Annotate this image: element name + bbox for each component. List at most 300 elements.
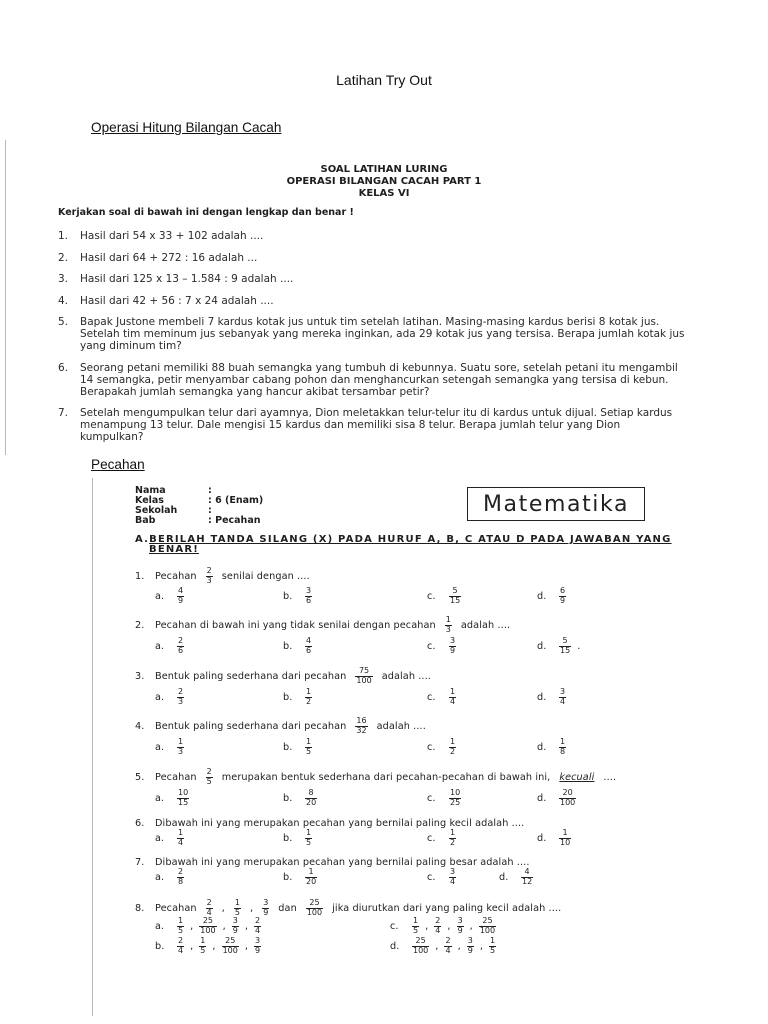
info-value: : 6 (Enam) [208, 495, 264, 506]
question-text: . [577, 640, 581, 652]
fraction [355, 717, 367, 736]
fraction-denominator: 9 [450, 646, 456, 655]
fraction-numerator: 1 [306, 736, 312, 746]
fraction-denominator: 100 [222, 946, 238, 955]
answer-option [283, 687, 312, 707]
worksheet-left-border [92, 478, 93, 1016]
fraction-numerator: 16 [356, 715, 367, 725]
fraction [177, 688, 184, 707]
option-label: b. [283, 741, 293, 753]
question-number: 2. [58, 251, 69, 264]
fraction-numerator: 1 [178, 915, 184, 925]
question-text-line: Berapakah jumlah semangka yang hancur akibat tersambar petir? [80, 385, 430, 398]
fraction-denominator: 20 [306, 798, 317, 807]
fraction-numerator: 3 [457, 915, 463, 925]
question-text: Pecahan [155, 902, 197, 914]
question-line [135, 852, 530, 872]
fraction-numerator: 2 [255, 915, 261, 925]
fraction-numerator: 2 [445, 935, 451, 945]
question-text [80, 295, 274, 307]
fraction-denominator: 4 [450, 877, 456, 886]
question-line [135, 666, 431, 686]
question-text: .... [603, 771, 617, 783]
question-text: , [221, 902, 225, 914]
option-label: c. [427, 590, 436, 602]
fraction-numerator: 4 [178, 585, 184, 595]
answer-option [427, 636, 456, 656]
question-text: Pecahan [155, 771, 197, 783]
fraction-denominator: 3 [206, 576, 212, 585]
question-text: Bentuk paling sederhana dari pecahan [155, 720, 347, 732]
fraction-numerator: 1 [308, 866, 314, 876]
fraction-numerator: 1 [234, 897, 241, 907]
question [135, 715, 566, 756]
student-info [135, 486, 263, 526]
answer-option [155, 737, 184, 757]
fraction-numerator: 25 [415, 935, 426, 945]
question-text: , [244, 920, 249, 932]
fraction-denominator: 5 [234, 908, 241, 917]
answer-option [155, 586, 184, 606]
fraction-denominator: 9 [255, 946, 261, 955]
fraction-numerator: 2 [206, 766, 212, 776]
fraction-numerator: 1 [413, 915, 419, 925]
fraction-numerator: 1 [306, 827, 312, 837]
fraction [177, 937, 184, 956]
fraction [305, 789, 317, 808]
option-label: b. [283, 691, 293, 703]
subject-title: Matematika [482, 491, 630, 517]
option-label: a. [155, 920, 165, 932]
fraction [467, 937, 474, 956]
question-text [80, 230, 263, 242]
option-label: b. [283, 590, 293, 602]
option-label: c. [390, 920, 399, 932]
fraction-denominator: 5 [200, 946, 206, 955]
fraction-denominator: 15 [178, 798, 189, 807]
fraction-numerator: 1 [178, 827, 184, 837]
section-instruction-line [135, 535, 672, 545]
option-label: d. [537, 691, 547, 703]
fraction-denominator: 9 [560, 596, 566, 605]
question-number: 3. [135, 670, 145, 682]
fraction [305, 688, 312, 707]
question-item [58, 273, 748, 285]
question-number: 4. [135, 720, 145, 732]
option-label: c. [427, 871, 436, 883]
worksheet-header [0, 164, 768, 200]
question-text-line: menampung 13 telur. Dale mengisi 15 kardus dan memiliki sisa 8 telur. Berapa jumlah telur yang Dion [80, 419, 621, 431]
fraction [412, 937, 429, 956]
option-label: d. [537, 640, 547, 652]
student-info-row [135, 516, 263, 526]
fraction-numerator: 2 [178, 935, 184, 945]
worksheet-header-line: OPERASI BILANGAN CACAH PART 1 [286, 176, 482, 187]
fraction-numerator: 1 [450, 827, 456, 837]
fraction-numerator: 3 [306, 585, 312, 595]
question-text: , [212, 940, 216, 952]
question-text-line: Hasil dari 54 x 33 + 102 adalah .... [80, 230, 264, 242]
fraction-denominator: 5 [306, 747, 312, 756]
fraction-denominator: 2 [450, 838, 456, 847]
fraction-denominator: 25 [450, 798, 461, 807]
info-label: Kelas [135, 495, 164, 506]
option-label: d. [390, 940, 400, 952]
fraction-denominator: 6 [306, 646, 312, 655]
answer-option [427, 687, 456, 707]
question-text [80, 273, 293, 285]
fraction [449, 587, 461, 606]
answer-option [427, 737, 456, 757]
answer-option [283, 788, 317, 808]
answer-option [155, 828, 184, 848]
fraction [559, 789, 576, 808]
fraction [444, 937, 451, 956]
fraction-denominator: 5 [206, 777, 212, 786]
info-label: Sekolah [135, 505, 178, 516]
answer-option [427, 586, 461, 606]
question-text: , [447, 920, 451, 932]
fraction-numerator: 25 [202, 915, 214, 925]
fraction-denominator: 9 [467, 946, 473, 955]
question-number: 5. [58, 316, 69, 328]
question-line [135, 566, 310, 586]
answer-option [537, 788, 576, 808]
question-text: , [190, 920, 194, 932]
fraction [449, 688, 456, 707]
fraction [305, 738, 312, 757]
option-label: a. [155, 741, 165, 753]
answer-option [537, 737, 566, 757]
question-text [80, 407, 672, 443]
fraction-numerator: 1 [450, 686, 456, 696]
fraction [177, 829, 184, 848]
fraction [177, 789, 189, 808]
fraction-numerator: 4 [524, 866, 530, 876]
info-value: : [208, 485, 212, 496]
question-text: , [435, 940, 439, 952]
fraction-denominator: 2 [306, 697, 312, 706]
fraction-denominator: 4 [445, 946, 451, 955]
fraction-denominator: 15 [450, 596, 461, 605]
question [135, 565, 566, 605]
fraction [559, 738, 566, 757]
question-text: , [469, 920, 473, 932]
question-text: , [190, 940, 194, 952]
question-item [58, 230, 748, 242]
fraction-numerator: 4 [306, 635, 312, 645]
option-label: d. [537, 792, 547, 804]
fraction-numerator: 1 [306, 686, 312, 696]
question-text-line: kumpulkan? [80, 431, 144, 443]
fraction [305, 868, 317, 887]
fraction [177, 868, 184, 887]
fraction [559, 587, 566, 606]
option-label: d. [537, 590, 547, 602]
question-text: Dibawah ini yang merupakan pecahan yang bernilai paling besar adalah .... [155, 856, 530, 868]
fraction [177, 637, 184, 656]
fraction-denominator: 9 [457, 926, 463, 935]
question-text [80, 362, 678, 398]
fraction-numerator: 5 [562, 635, 568, 645]
fraction-denominator: 20 [306, 877, 317, 886]
fraction [177, 738, 184, 757]
question-number: 1. [58, 230, 69, 242]
answer-option [283, 867, 317, 887]
answer-option [283, 636, 312, 656]
question-text: , [222, 920, 226, 932]
question-line [135, 716, 426, 736]
fraction [445, 616, 452, 635]
option-label: b. [283, 871, 293, 883]
fraction-denominator: 9 [232, 926, 238, 935]
question-text: , [457, 940, 461, 952]
fraction-denominator: 32 [356, 726, 367, 735]
option-label: d. [537, 741, 547, 753]
question [135, 813, 571, 847]
fraction-denominator: 4 [206, 908, 212, 917]
section-instruction-text: BENAR! [149, 544, 200, 555]
fraction [222, 937, 239, 956]
fraction-numerator: 1 [490, 935, 496, 945]
question-text: dan [278, 902, 297, 914]
fraction-denominator: 4 [435, 926, 441, 935]
fraction-numerator: 10 [450, 787, 461, 797]
fraction-numerator: 1 [200, 935, 206, 945]
fraction [305, 637, 312, 656]
question [135, 665, 566, 706]
question-text-line: Seorang petani memiliki 88 buah semangka yang tumbuh di kebunnya. Suatu sore, setelah petani itu mengambil [80, 361, 678, 374]
fraction-denominator: 8 [178, 877, 184, 886]
fraction-numerator: 3 [263, 897, 269, 907]
question-text-line: Hasil dari 42 + 56 : 7 x 24 adalah .... [80, 294, 274, 307]
question-text [80, 252, 257, 264]
question-text: merupakan bentuk sederhana dari pecahan-pecahan di bawah ini, [221, 771, 551, 783]
answer-option [283, 586, 312, 606]
fraction-numerator: 1 [560, 736, 566, 746]
answer-option [155, 916, 261, 936]
answer-option [537, 586, 566, 606]
question-text-line: Setelah tim meminum jus sebanyak yang mereka inginkan, ada 29 kotak jus yang tersisa. Berapa jumlah kotak jus [80, 328, 685, 340]
option-label: a. [155, 640, 165, 652]
question-item [58, 407, 748, 443]
question-item [58, 362, 748, 398]
option-label: d. [499, 871, 509, 883]
answer-option [283, 737, 312, 757]
fraction-denominator: 4 [178, 838, 184, 847]
fraction-numerator: 6 [560, 585, 566, 595]
fraction-denominator: 6 [178, 646, 184, 655]
question-number: 6. [135, 817, 145, 829]
fraction [206, 567, 213, 586]
worksheet-header-line: KELAS VI [358, 188, 410, 199]
fraction-numerator: 2 [435, 915, 441, 925]
fraction-denominator: 4 [255, 926, 261, 935]
fraction-numerator: 3 [450, 635, 456, 645]
answer-option [155, 867, 184, 887]
fraction-numerator: 3 [232, 915, 238, 925]
fraction [559, 829, 571, 848]
fraction-numerator: 2 [206, 897, 212, 907]
page-title: Latihan Try Out [336, 72, 432, 88]
question [135, 614, 581, 655]
fraction-denominator: 8 [560, 747, 566, 756]
fraction [199, 917, 216, 936]
fraction-numerator: 20 [562, 787, 573, 797]
answer-option [499, 867, 533, 887]
fraction-denominator: 100 [356, 676, 372, 685]
fraction-numerator: 75 [358, 665, 370, 675]
fraction-denominator: 3 [445, 625, 451, 634]
fraction-denominator: 5 [490, 946, 496, 955]
fraction [489, 937, 496, 956]
question-text: adalah .... [376, 720, 426, 732]
fraction [412, 917, 419, 936]
fraction [234, 899, 241, 918]
fraction-denominator: 9 [263, 908, 269, 917]
question-number: 2. [135, 619, 145, 631]
info-label: Bab [135, 515, 156, 526]
option-label: b. [283, 792, 293, 804]
question-line [135, 615, 510, 635]
question-number: 7. [135, 856, 145, 868]
info-value: : Pecahan [208, 515, 261, 526]
section-instruction [135, 535, 672, 555]
fraction [449, 829, 456, 848]
answer-option [537, 636, 580, 656]
option-label: b. [283, 832, 293, 844]
answer-option [155, 687, 184, 707]
fraction [262, 899, 269, 918]
question-text: Pecahan di bawah ini yang tidak senilai dengan pecahan [155, 619, 436, 631]
option-label: c. [427, 640, 436, 652]
fraction-denominator: 4 [560, 697, 566, 706]
section-instruction-text: BERILAH TANDA SILANG (X) PADA HURUF A, B, C ATAU D PADA JAWABAN YANG [149, 534, 672, 545]
fraction-numerator: 2 [178, 686, 184, 696]
worksheet-header-line: SOAL LATIHAN LURING [320, 164, 448, 175]
fraction-numerator: 5 [452, 585, 458, 595]
fraction-denominator: 12 [522, 877, 533, 886]
section-label: A. [135, 534, 150, 545]
fraction-denominator: 9 [178, 596, 184, 605]
question-text: jika diurutkan dari yang paling kecil adalah .... [332, 902, 562, 914]
fraction-numerator: 25 [225, 935, 236, 945]
question [135, 852, 533, 886]
answer-option [537, 828, 571, 848]
question-number: 7. [58, 407, 69, 419]
option-label: d. [537, 832, 547, 844]
answer-option [427, 788, 461, 808]
answer-option [283, 828, 312, 848]
answer-option [155, 788, 189, 808]
option-label: c. [427, 832, 436, 844]
fraction-denominator: 4 [178, 946, 184, 955]
fraction [521, 868, 533, 887]
question-text-line: Hasil dari 64 + 272 : 16 adalah ... [80, 251, 258, 264]
option-label: b. [155, 940, 165, 952]
question-number: 3. [58, 273, 69, 285]
question-text-line: yang diminum tim? [80, 340, 182, 352]
question-text-line: Hasil dari 125 x 13 – 1.584 : 9 adalah .... [80, 273, 294, 285]
section-heading-bilangan-cacah: Operasi Hitung Bilangan Cacah [91, 120, 282, 135]
section-instruction-line [135, 545, 672, 555]
question-text: Bentuk paling sederhana dari pecahan [155, 670, 347, 682]
fraction [449, 637, 456, 656]
fraction [449, 868, 456, 887]
fraction-denominator: 15 [560, 646, 571, 655]
question-text-line: Bapak Justone membeli 7 kardus kotak jus untuk tim setelah latihan. Masing-masing kardus berisi 8 kotak jus. [80, 316, 660, 328]
fraction-numerator: 3 [467, 935, 473, 945]
fraction-denominator: 3 [178, 697, 184, 706]
question-text: adalah .... [381, 670, 431, 682]
fraction [232, 917, 239, 936]
question [135, 766, 617, 807]
fraction [177, 917, 184, 936]
fraction [254, 937, 261, 956]
option-label: b. [283, 640, 293, 652]
fraction [449, 789, 461, 808]
fraction-numerator: 8 [308, 787, 314, 797]
fraction [559, 688, 566, 707]
fraction [305, 829, 312, 848]
question [135, 897, 562, 955]
fraction [177, 587, 184, 606]
fraction-numerator: 3 [255, 935, 261, 945]
question-text: , [250, 902, 254, 914]
fraction-denominator: 6 [306, 596, 312, 605]
fraction-denominator: 100 [200, 926, 216, 935]
answer-option [390, 936, 496, 956]
option-label: c. [427, 792, 436, 804]
worksheet-instruction: Kerjakan soal di bawah ini dengan lengkap dan benar ! [58, 207, 354, 218]
fraction [457, 917, 464, 936]
question-number: 6. [58, 361, 69, 374]
question-item [58, 252, 748, 264]
question-text: Pecahan [155, 570, 197, 582]
emphasized-text: kecuali [559, 771, 595, 783]
fraction-numerator: 25 [482, 915, 493, 925]
info-label: Nama [135, 485, 166, 496]
question-line [135, 898, 561, 918]
answer-option [390, 916, 496, 936]
question-text: senilai dengan .... [221, 570, 310, 582]
fraction-denominator: 3 [178, 747, 184, 756]
answer-option [155, 936, 261, 956]
question-text: adalah .... [460, 619, 511, 631]
answer-option [427, 828, 456, 848]
question-text: Dibawah ini yang merupakan pecahan yang bernilai paling kecil adalah .... [155, 817, 525, 829]
fraction [199, 937, 206, 956]
fraction-numerator: 1 [450, 736, 456, 746]
fraction [355, 667, 372, 686]
option-label: a. [155, 590, 165, 602]
fraction [206, 899, 213, 918]
question-text: , [479, 940, 484, 952]
option-label: a. [155, 871, 165, 883]
fraction-numerator: 3 [560, 686, 566, 696]
question-text [80, 316, 685, 352]
answer-option [537, 687, 566, 707]
fraction [254, 917, 261, 936]
question-item [58, 316, 748, 352]
section-heading-pecahan: Pecahan [91, 457, 145, 472]
info-value: : [208, 505, 212, 516]
fraction-denominator: 5 [178, 926, 184, 935]
fraction-denominator: 100 [413, 946, 429, 955]
fraction-denominator: 10 [560, 838, 571, 847]
fraction-numerator: 1 [445, 614, 451, 624]
fraction [449, 738, 456, 757]
